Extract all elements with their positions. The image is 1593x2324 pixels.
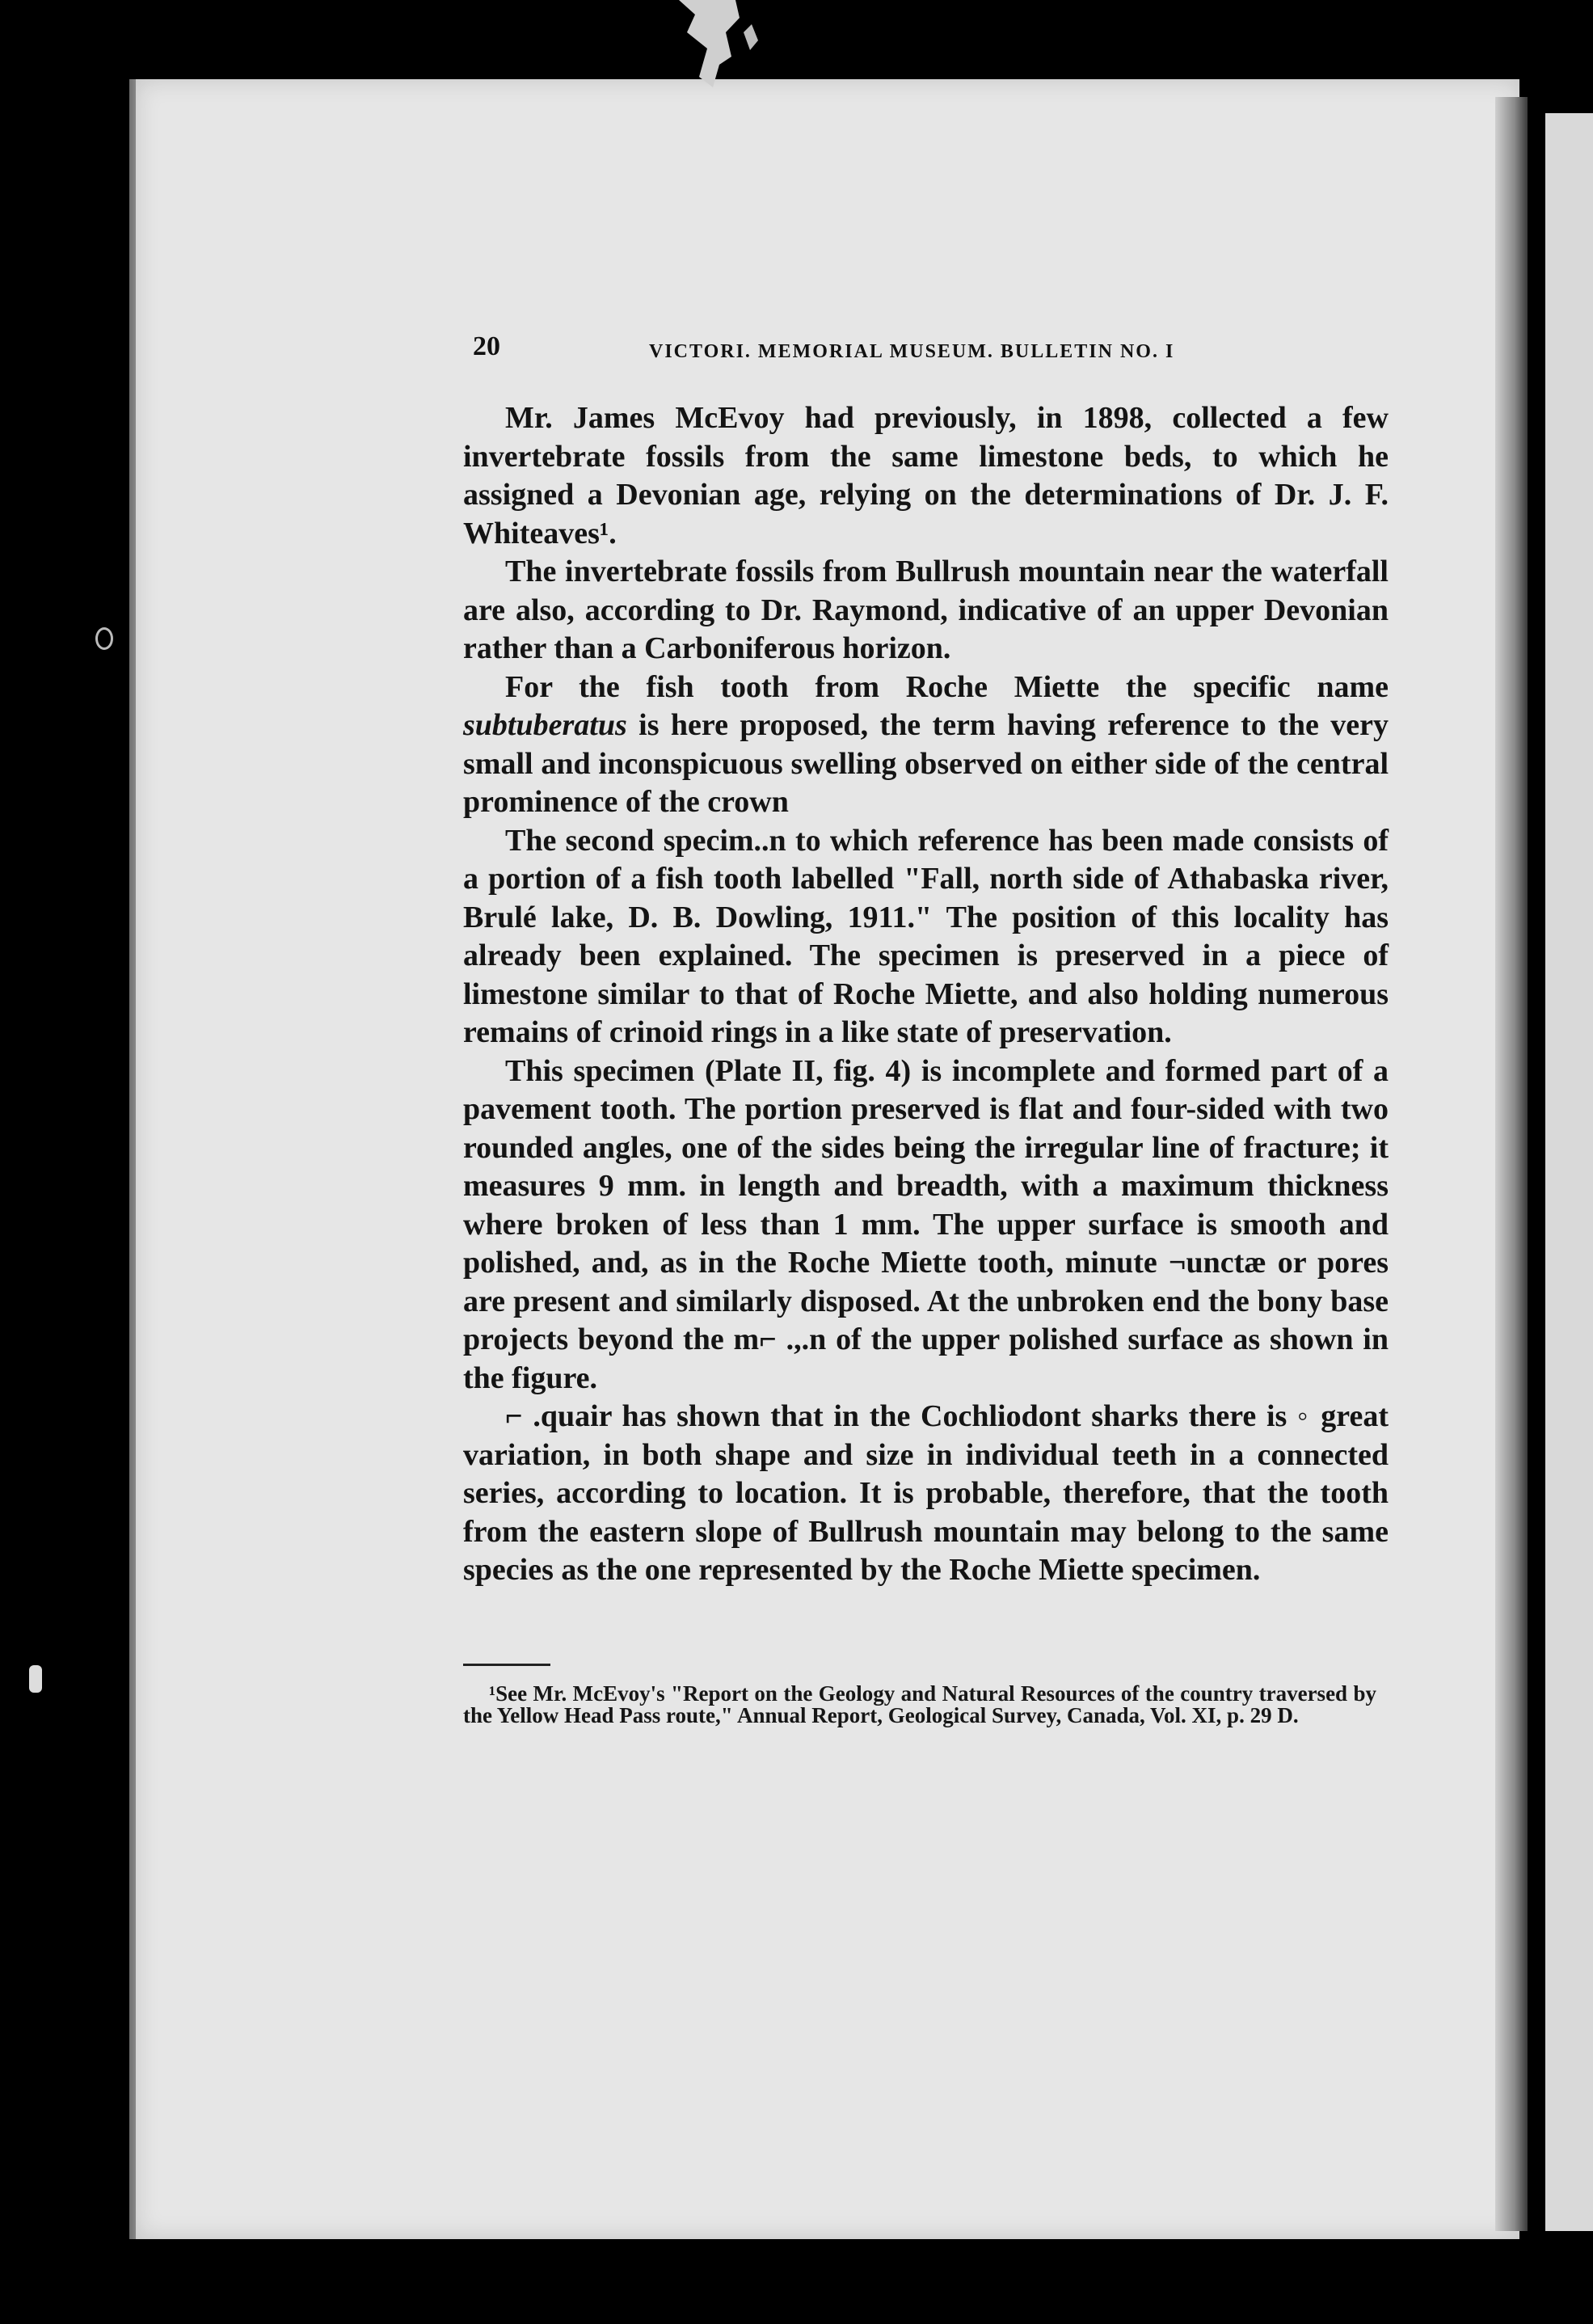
species-name: subtuberatus <box>463 708 627 742</box>
paragraph-6: ⌐ .quair has shown that in the Cochliodont sharks there is ◦ great variation, in both shape and size in individual teeth in a connected series, according to location. It is probable, therefore, that the tooth from the eastern slope of Bullrush mountain may belong to the same species as the one represented by the Roche Miette specimen. <box>463 1399 1389 1587</box>
paragraph-3: For the fish tooth from Roche Miette the specific name subtuberatus is here proposed, the term having reference to the very small and inconspicuous swelling observed on either side of the central prominence of the crown <box>463 669 1389 819</box>
punch-hole-icon <box>95 627 113 650</box>
page-right-edge <box>1495 97 1528 2231</box>
adjacent-page-strip <box>1545 113 1593 2231</box>
footnote-rule <box>463 1664 550 1666</box>
page-number: 20 <box>473 331 500 361</box>
running-head: VICTORI. MEMORIAL MUSEUM. BULLETIN NO. I <box>649 341 1175 362</box>
scan-artifact-icon <box>663 0 776 89</box>
paragraph-5: This specimen (Plate II, fig. 4) is incomplete and formed part of a pavement tooth. The portion preserved is flat and four-sided with two rounded angles, one of the sides being the irregular line of fracture; it measures 9 mm. in length and breadth, with a maximum thickness where broken of less than 1 mm. The upper surface is smooth and polished, and, as in the Roche Miette tooth, minute ¬unctæ or pores are present and similarly disposed. At the unbroken end the bony base projects beyond the m⌐ .,.n of the upper polished surface as shown in the figure. <box>463 1053 1389 1395</box>
paragraph-2: The invertebrate fossils from Bullrush mountain near the waterfall are also, according to Dr. Raymond, indicative of an upper Devonian rather than a Carboniferous horizon. <box>463 555 1389 665</box>
paragraph-1: Mr. James McEvoy had previously, in 1898, collected a few invertebrate fossils from the same limestone beds, to which he assigned a Devonian age, relying on the determinations of Dr. J. F. Whiteaves¹. <box>463 401 1389 550</box>
page-header <box>473 331 1418 372</box>
paragraph-4: The second specim..n to which reference has been made consists of a portion of a fish tooth labelled "Fall, north side of Athabaska river, Brulé lake, D. B. Dowling, 1911." The position of this locality has already been explained. The specimen is preserved in a piece of limestone similar to that of Roche Miette, and also holding numerous remains of crinoid rings in a like state of preservation. <box>463 823 1389 1049</box>
footnote <box>463 1683 1376 1727</box>
body-text <box>463 399 1389 1590</box>
footnote-text: ¹See Mr. McEvoy's "Report on the Geology and Natural Resources of the country traversed by the Yellow Head Pass route," Annual Report, Geological Survey, Canada, Vol. XI, p. 29 D. <box>463 1681 1376 1727</box>
scan-speck-icon <box>29 1665 42 1693</box>
